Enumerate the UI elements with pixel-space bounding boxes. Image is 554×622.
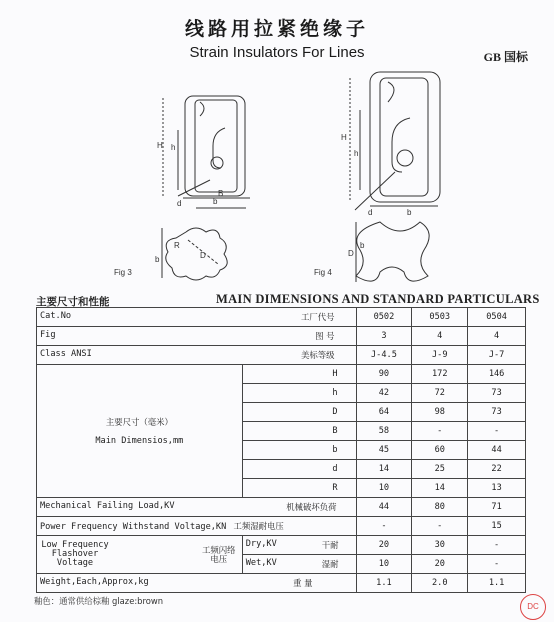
main-dimensions-cn: 主要尺寸（毫米） <box>105 417 173 427</box>
fig3-dim-h: h <box>171 143 176 152</box>
page-title-cn: 线路用拉紧绝缘子 <box>184 18 369 40</box>
table-row <box>37 517 526 536</box>
dim-label: D <box>242 403 356 422</box>
fig3-dim-b2: b <box>155 255 160 264</box>
row-label-en: Weight,Each,Approx,kg <box>40 577 149 587</box>
standard-label: GB 国标 <box>483 50 528 64</box>
table-cell: 20 <box>412 555 468 574</box>
table-row <box>37 574 526 593</box>
specifications-table <box>36 307 526 593</box>
table-row <box>37 498 526 517</box>
table-cell: - <box>412 422 468 441</box>
table-cell: 13 <box>468 479 526 498</box>
table-row <box>37 346 526 365</box>
fig4-dim-H: H <box>341 133 347 142</box>
fig3-dim-D: D <box>200 251 206 260</box>
row-label-cn: 重 量 <box>293 578 313 588</box>
wet-label-cn: 湿耐 <box>321 559 339 569</box>
table-cell: 10 <box>356 555 412 574</box>
table-cell: 3 <box>356 327 412 346</box>
table-cell: - <box>468 536 526 555</box>
table-row <box>37 365 526 384</box>
table-cell: 71 <box>468 498 526 517</box>
table-cell: J-4.5 <box>356 346 412 365</box>
table-cell: 44 <box>468 441 526 460</box>
fig3-label: Fig 3 <box>114 268 132 277</box>
table-cell: 30 <box>412 536 468 555</box>
technical-drawings <box>0 0 554 290</box>
section-title-cn: 主要尺寸和性能 <box>36 296 110 308</box>
dim-label: R <box>242 479 356 498</box>
table-cell: 44 <box>356 498 412 517</box>
row-label-cn: 工频湿耐电压 <box>233 521 284 531</box>
table-cell: 0502 <box>356 308 412 327</box>
table-cell: 2.0 <box>412 574 468 593</box>
dim-label: H <box>242 365 356 384</box>
main-dimensions-label <box>37 365 243 498</box>
fig4-dim-D: D <box>348 249 354 258</box>
fig4-front-view <box>350 72 440 210</box>
table-cell: 64 <box>356 403 412 422</box>
table-cell: 73 <box>468 403 526 422</box>
dim-label: h <box>242 384 356 403</box>
row-label-en: Class ANSI <box>40 349 92 359</box>
flashover-label-cn: 工频闪络电压 <box>201 544 236 564</box>
fig3-dim-d: d <box>177 199 182 208</box>
table-cell: 4 <box>412 327 468 346</box>
main-dimensions-en: Main Dimensios,mm <box>95 436 184 446</box>
row-label-cn: 机械破坏负荷 <box>286 502 337 512</box>
table-row <box>37 327 526 346</box>
row-label-en: Power Frequency Withstand Voltage,KN <box>40 522 227 532</box>
table-cell: 172 <box>412 365 468 384</box>
fig3-dim-b: b <box>213 197 218 206</box>
table-cell: 1.1 <box>356 574 412 593</box>
section-title-en: MAIN DIMENSIONS AND STANDARD PARTICULARS <box>216 292 540 306</box>
table-cell: 15 <box>468 517 526 536</box>
flashover-label-en: Low Frequency Flashover Voltage <box>41 540 109 568</box>
dry-label-cn: 干耐 <box>321 540 339 550</box>
row-label-en: Cat.No <box>40 311 72 321</box>
row-label-en: Mechanical Failing Load,KV <box>40 501 175 511</box>
fig3-dim-R: R <box>174 241 180 250</box>
fig4-dim-d: d <box>368 208 373 217</box>
fig4-cross-section <box>356 222 429 282</box>
table-row <box>37 536 526 555</box>
fig3-dim-H: H <box>157 141 163 150</box>
table-cell: 45 <box>356 441 412 460</box>
table-cell: 60 <box>412 441 468 460</box>
table-cell: 80 <box>412 498 468 517</box>
table-cell: 146 <box>468 365 526 384</box>
dry-label-en: Dry,KV <box>245 539 277 549</box>
table-cell: J-9 <box>412 346 468 365</box>
row-label-en: Fig <box>40 330 56 340</box>
table-cell: 0503 <box>412 308 468 327</box>
dim-label: d <box>242 460 356 479</box>
fig4-label: Fig 4 <box>314 268 332 277</box>
table-cell: 98 <box>412 403 468 422</box>
dim-label: B <box>242 422 356 441</box>
table-cell: 58 <box>356 422 412 441</box>
fig3-front-view <box>163 96 250 208</box>
dim-label: b <box>242 441 356 460</box>
table-cell: 14 <box>356 460 412 479</box>
wet-label-en: Wet,KV <box>245 558 277 568</box>
table-cell: 0504 <box>468 308 526 327</box>
fig4-dim-h: h <box>354 149 359 158</box>
table-cell: 25 <box>412 460 468 479</box>
table-cell: - <box>356 517 412 536</box>
company-stamp: DC <box>520 594 546 620</box>
glaze-note: 釉色：通常供给棕釉 glaze:brown <box>34 596 164 606</box>
fig4-dim-b: b <box>407 208 412 217</box>
table-cell: J-7 <box>468 346 526 365</box>
row-label-cn: 工厂代号 <box>301 312 335 322</box>
page-title-en: Strain Insulators For Lines <box>189 44 365 61</box>
table-cell: 4 <box>468 327 526 346</box>
table-cell: - <box>468 555 526 574</box>
row-label-cn: 美标等级 <box>301 350 335 360</box>
table-cell: 10 <box>356 479 412 498</box>
table-cell: 72 <box>412 384 468 403</box>
fig4-dim-b2: b <box>360 241 365 250</box>
table-row <box>37 308 526 327</box>
flashover-label <box>37 536 243 574</box>
table-cell: 20 <box>356 536 412 555</box>
fig3-dim-B: B <box>218 189 224 198</box>
table-cell: 90 <box>356 365 412 384</box>
fig3-cross-section <box>162 228 227 280</box>
table-cell: - <box>468 422 526 441</box>
table-cell: 22 <box>468 460 526 479</box>
table-cell: 1.1 <box>468 574 526 593</box>
table-cell: - <box>412 517 468 536</box>
table-cell: 42 <box>356 384 412 403</box>
table-cell: 73 <box>468 384 526 403</box>
table-cell: 14 <box>412 479 468 498</box>
row-label-cn: 图 号 <box>315 331 335 341</box>
